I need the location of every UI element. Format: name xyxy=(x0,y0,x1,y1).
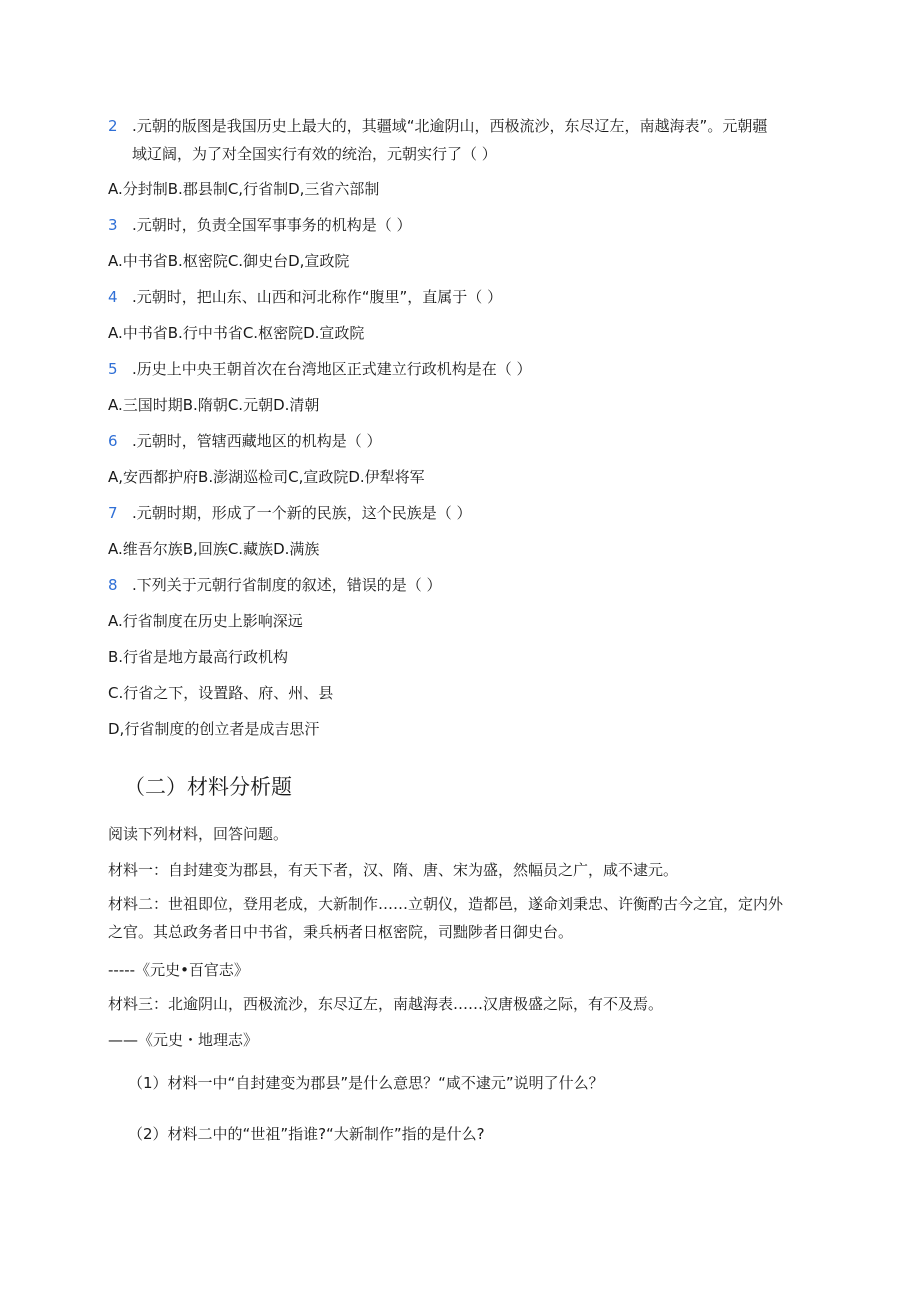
question-8-option-c: C.行省之下，设置路、府、州、县 xyxy=(108,684,334,702)
question-number: 5 xyxy=(108,360,118,378)
question-7 xyxy=(108,503,472,523)
material-2 xyxy=(108,890,808,946)
question-number: 8 xyxy=(108,576,118,594)
question-text: .元朝时，把山东、山西和河北称作“腹里”，直属于（ ） xyxy=(132,288,503,306)
question-5 xyxy=(108,359,532,379)
sub-question-1: （1）材料一中“自封建变为郡县”是什么意思？“咸不逮元”说明了什么？ xyxy=(128,1074,604,1092)
question-8 xyxy=(108,575,442,595)
material-2-source: -----《元史•百官志》 xyxy=(108,961,249,979)
question-text: .元朝的版图是我国历史上最大的，其疆域“北逾阴山，西极流沙，东尽辽左，南越海表”。元朝疆 xyxy=(132,117,768,135)
material-1: 材料一：自封建变为郡县，有天下者，汉、隋、唐、宋为盛，然幅员之广，咸不逮元。 xyxy=(108,861,679,879)
sub-question-2: （2）材料二中的“世祖”指谁?“大新制作”指的是什么? xyxy=(128,1125,485,1143)
question-2 xyxy=(108,112,808,168)
question-number: 3 xyxy=(108,216,118,234)
question-8-option-b: B.行省是地方最高行政机构 xyxy=(108,648,289,666)
question-7-options: A.维吾尔族B,回族C.藏族D.满族 xyxy=(108,540,320,558)
question-text: .元朝时期，形成了一个新的民族，这个民族是（ ） xyxy=(132,504,472,522)
question-number: 4 xyxy=(108,288,118,306)
section-intro: 阅读下列材料，回答问题。 xyxy=(108,825,289,843)
material-3-source: ——《元史・地理志》 xyxy=(108,1031,259,1049)
question-3 xyxy=(108,215,412,235)
question-number: 2 xyxy=(108,117,118,135)
question-5-options: A.三国时期B.隋朝C.元朝D.清朝 xyxy=(108,396,320,414)
question-number: 6 xyxy=(108,432,118,450)
question-8-option-a: A.行省制度在历史上影响深远 xyxy=(108,612,303,630)
question-2-options: A.分封制B.郡县制C,行省制D,三省六部制 xyxy=(108,180,380,198)
question-4-options: A.中书省B.行中书省C.枢密院D.宣政院 xyxy=(108,324,365,342)
question-number: 7 xyxy=(108,504,118,522)
question-6-options: A,安西都护府B.澎湖巡检司C,宣政院D.伊犁将军 xyxy=(108,468,425,486)
material-3: 材料三：北逾阴山，西极流沙，东尽辽左，南越海表……汉唐极盛之际，有不及焉。 xyxy=(108,995,664,1013)
material-2-line-2: 之官。其总政务者日中书省，秉兵柄者日枢密院，司黜陟者日御史台。 xyxy=(108,923,574,941)
question-text: .元朝时，负责全国军事事务的机构是（ ） xyxy=(132,216,412,234)
question-3-options: A.中书省B.枢密院C.御史台D,宣政院 xyxy=(108,252,350,270)
section-heading: （二）材料分析题 xyxy=(124,775,292,799)
question-4 xyxy=(108,287,502,307)
material-2-line-1: 材料二：世祖即位，登用老成，大新制作……立朝仪，造都邑，遂命刘秉忠、许衡酌古今之宜，定内外 xyxy=(108,895,784,913)
question-text: .历史上中央王朝首次在台湾地区正式建立行政机构是在（ ） xyxy=(132,360,532,378)
question-8-option-d: D,行省制度的创立者是成吉思汗 xyxy=(108,720,320,738)
question-6 xyxy=(108,431,382,451)
question-text: .元朝时，管辖西藏地区的机构是（ ） xyxy=(132,432,382,450)
question-text-continued: 域辽阔，为了对全国实行有效的统治，元朝实行了（ ） xyxy=(132,145,497,163)
question-text: .下列关于元朝行省制度的叙述，错误的是（ ） xyxy=(132,576,442,594)
